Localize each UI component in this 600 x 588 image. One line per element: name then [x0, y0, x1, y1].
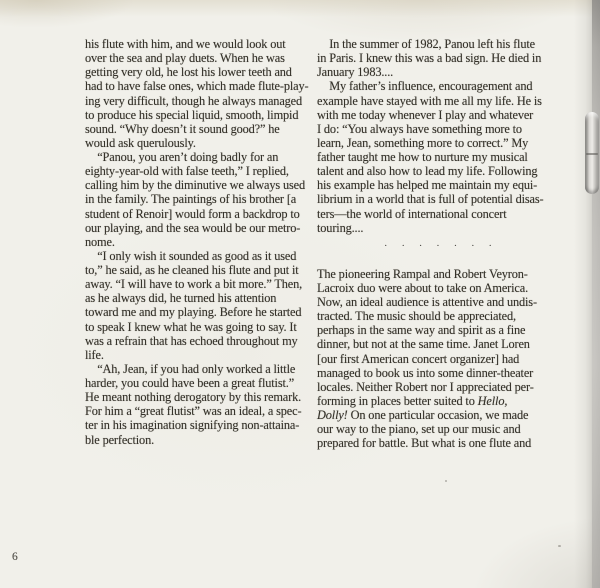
text-line: My father’s influence, encouragement and: [317, 79, 533, 94]
text-line: ters—the world of international concert: [317, 206, 507, 221]
section-separator-dots: · · · · · · ·: [383, 239, 493, 252]
text-line: For him a “great flutist” was an ideal, a spec-: [85, 404, 302, 419]
text-line: to speak I knew what he was going to say. It: [85, 319, 297, 334]
text-line: He meant nothing derogatory by this remark.: [85, 390, 302, 405]
text-line: ter in his imagination signifying non-attaina-: [85, 418, 300, 433]
scan-speck: [445, 480, 447, 482]
text-line: ing very difficult, though he always managed: [85, 93, 303, 108]
text-line: “I only wish it sounded as good as it used: [85, 248, 297, 263]
text-line: in Paris. I knew this was a bad sign. He died in: [317, 51, 542, 66]
text-line: talent and also how to lead my life. Following: [317, 164, 538, 179]
text-line: learn, Jean, something more to correct.” My: [317, 135, 529, 150]
page-edge-strip: [592, 0, 600, 588]
page-edge-glint-notch: [586, 153, 598, 155]
text-line: “Ah, Jean, if you had only worked a little: [85, 361, 296, 376]
text-line: [our first American concert organizer] had: [317, 351, 520, 366]
text-line: nome.: [85, 234, 115, 249]
right-column-section-1: [317, 37, 559, 235]
text-line: with me today whenever I play and whatever: [317, 107, 534, 122]
text-line: his example has helped me maintain my equi-: [317, 178, 538, 193]
text-line: librium in a world that is full of potential disas-: [317, 192, 544, 207]
text-line: Now, an ideal audience is attentive and undis-: [317, 295, 537, 309]
text-line: perhaps in the same way and spirit as a fine: [317, 323, 526, 338]
text-line: locales. Neither Robert nor I appreciated per-: [317, 379, 534, 394]
page-edge-glint: [585, 112, 599, 194]
text-line: The pioneering Rampal and Robert Veyron-: [317, 266, 528, 281]
page-number: 6: [12, 551, 18, 563]
text-line: our playing, and the sea would be our metro-: [85, 220, 301, 235]
text-line: father taught me how to nurture my musical: [317, 150, 528, 164]
text-line: had to have false ones, which made flute-play-: [85, 79, 309, 94]
text-line: as he always did, he turned his attention: [85, 291, 277, 306]
text-line: I do: “You always have something more to: [317, 121, 522, 136]
text-line: to,” he said, as he cleaned his flute and put it: [85, 263, 299, 277]
text-line: in the family. The paintings of his brother [a: [85, 192, 297, 207]
text-line: student of Renoir] would form a backdrop to: [85, 206, 300, 221]
text-line: Lacroix duo were about to take on America.: [317, 280, 529, 295]
text-line: sound. “Why doesn’t it sound good?” he: [85, 121, 280, 136]
left-text-column: [85, 37, 309, 447]
text-line: ble perfection.: [85, 432, 155, 447]
scan-speck: [558, 545, 561, 547]
text-line: Dolly! On one particular occasion, we made: [317, 408, 529, 422]
text-line: over the sea and play duets. When he was: [85, 51, 285, 66]
text-line: his flute with him, and we would look out: [85, 37, 286, 51]
text-line: life.: [85, 347, 104, 362]
text-line: away. “I will have to work a bit more.” Then,: [85, 277, 303, 292]
text-line: our way to the piano, set up our music and: [317, 422, 521, 437]
text-line: would ask querulously.: [85, 135, 196, 150]
text-line: calling him by the diminutive we always used: [85, 178, 305, 193]
text-line: harder, you could have been a great flutist.”: [85, 376, 295, 390]
text-line: In the summer of 1982, Panou left his flute: [317, 37, 535, 51]
text-line: toward me and my playing. Before he started: [85, 305, 302, 320]
right-text-column: [317, 37, 559, 450]
text-line: eighty-year-old with false teeth,” I replied,: [85, 164, 289, 179]
text-line: forming in places better suited to Hello,: [317, 393, 508, 408]
text-line: managed to book us into some dinner-theater: [317, 365, 534, 380]
text-line: to produce his special liquid, smooth, limpid: [85, 107, 299, 122]
text-line: prepared for battle. But what is one flute and: [317, 436, 532, 451]
text-line: example have stayed with me all my life. He is: [317, 93, 542, 108]
text-line: “Panou, you aren’t doing badly for an: [85, 150, 279, 164]
text-line: tracted. The music should be appreciated,: [317, 309, 516, 324]
text-line: getting very old, he lost his lower teeth and: [85, 65, 292, 80]
right-column-section-2: [317, 267, 559, 451]
text-line: touring....: [317, 220, 364, 235]
text-line: was a refrain that has echoed throughout my: [85, 333, 298, 348]
text-line: January 1983....: [317, 65, 394, 80]
text-line: dinner, but not at the same time. Janet Loren: [317, 337, 530, 352]
